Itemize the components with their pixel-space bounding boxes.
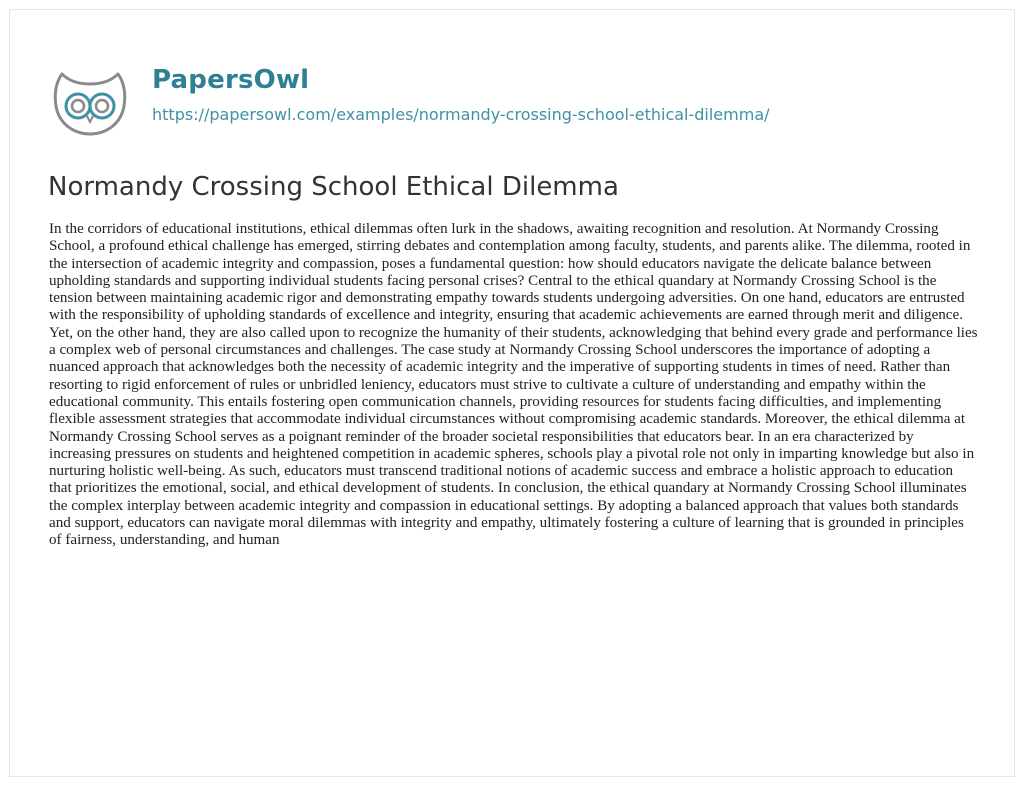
document-body: In the corridors of educational institutions, ethical dilemmas often lurk in the shadows, awaiting recognition and resolution. At Normandy Crossing School, a profound ethical challenge has emerged, stirring debates and contemplation among faculty, students, and parents alike. The dilemma, rooted in the intersection of academic integrity and compassion, poses a fundamental question: how should educators navigate the delicate balance between upholding standards and supporting individual students facing personal crises? Central to the ethical quandary at Normandy Crossing School is the tension between maintaining academic rigor and demonstrating empathy towards students undergoing adversities. On one hand, educators are entrusted with the responsibility of upholding standards of excellence and integrity, ensuring that academic achievements are earned through merit and diligence. Yet, on the other hand, they are also called upon to recognize the humanity of their students, acknowledging that behind every grade and performance lies a complex web of personal circumstances and challenges. The case study at Normandy Crossing School underscores the importance of adopting a nuanced approach that acknowledges both the necessity of academic integrity and the imperative of supporting students in times of need. Rather than resorting to rigid enforcement of rules or unbridled leniency, educators must strive to cultivate a culture of understanding and empathy within the educational community. This entails fostering open communication channels, providing resources for students facing difficulties, and implementing flexible assessment strategies that accommodate individual circumstances without compromising academic standards. Moreover, the ethical dilemma at Normandy Crossing School serves as a poignant reminder of the broader societal responsibilities that educators bear. In an era characterized by increasing pressures on students and heightened competition in academic spheres, schools play a pivotal role not only in imparting knowledge but also in nurturing holistic well-being. As such, educators must transcend traditional notions of academic success and embrace a holistic approach to education that prioritizes the emotional, social, and ethical development of students. In conclusion, the ethical quandary at Normandy Crossing School illuminates the complex interplay between academic integrity and compassion in educational settings. By adopting a balanced approach that values both standards and support, educators can navigate moral dilemmas with integrity and empathy, ultimately fostering a culture of learning that is grounded in principles of fairness, understanding, and human <box>49 221 978 549</box>
document-title: Normandy Crossing School Ethical Dilemma <box>48 172 619 202</box>
brand-name[interactable]: PapersOwl <box>152 65 310 95</box>
source-url-link[interactable]: https://papersowl.com/examples/normandy-crossing-school-ethical-dilemma/ <box>152 105 770 124</box>
site-header <box>48 64 948 144</box>
owl-logo-icon[interactable] <box>48 68 132 138</box>
